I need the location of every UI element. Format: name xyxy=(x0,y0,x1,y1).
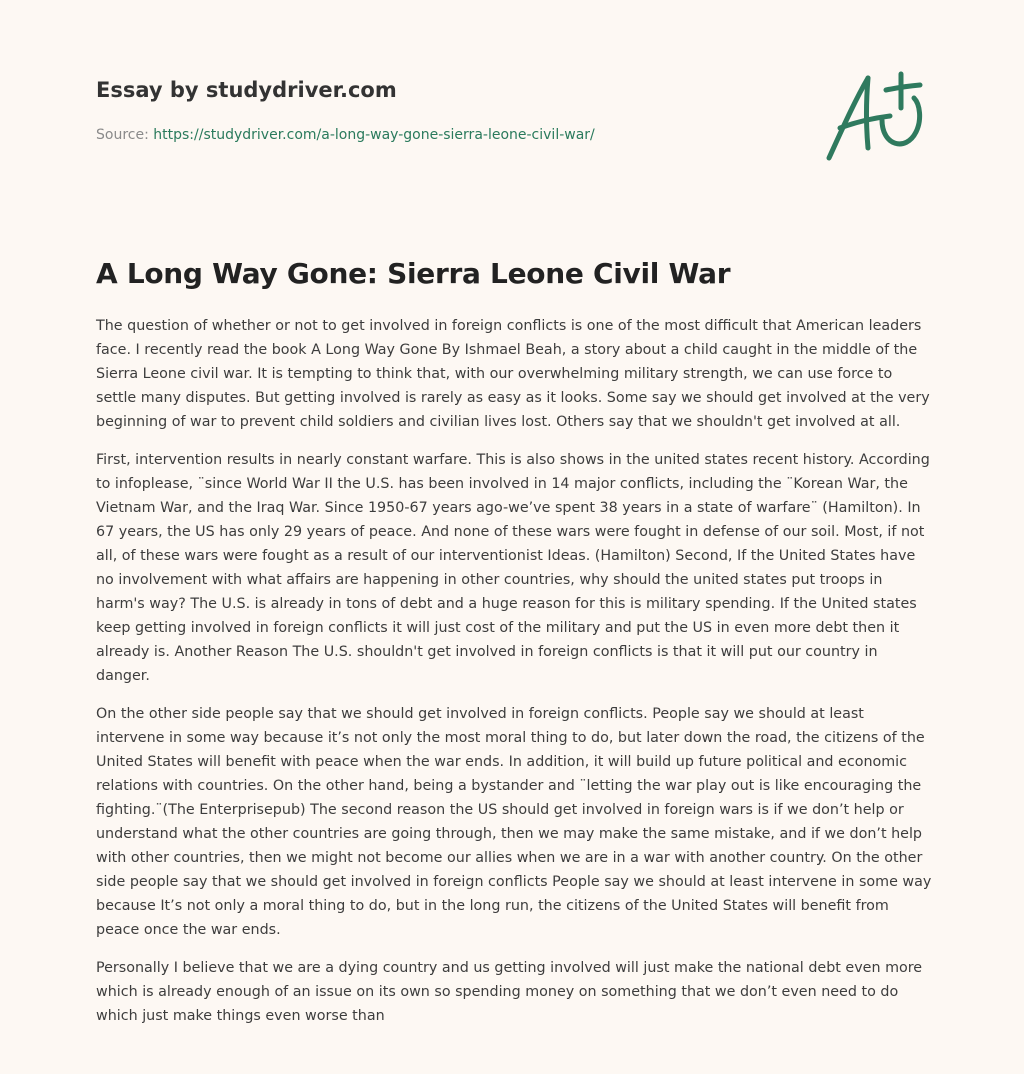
essay-header xyxy=(96,76,928,144)
source-link[interactable]: https://studydriver.com/a-long-way-gone-sierra-leone-civil-war/ xyxy=(153,127,595,143)
brand-title: Essay by studydriver.com xyxy=(96,78,397,102)
a-plus-grade-icon xyxy=(822,68,926,164)
source-label: Source: xyxy=(96,127,154,143)
essay-paragraph: First, intervention results in nearly constant warfare. This is also shows in the united states recent history. According to infoplease, ¨since World War II the U.S. has been involved in 14 major conflicts, including the ¨Korean War, the Vietnam War, and the Iraq War. Since 1950-67 years ago-we’ve spent 38 years in a state of warfare¨ (Hamilton). In 67 years, the US has only 29 years of peace. And none of these wars were fought in defense of our soil. Most, if not all, of these wars were fought as a result of our interventionist Ideas. (Hamilton) Second, If the United States have no involvement with what affairs are happening in other countries, why should the united states put troops in harm's way? The U.S. is already in tons of debt and a huge reason for this is military spending. If the United states keep getting involved in foreign conflicts it will just cost of the military and put the US in even more debt then it already is. Another Reason The U.S. shouldn't get involved in foreign conflicts is that it will put our country in danger. xyxy=(96,452,930,684)
essay-paragraph: Personally I believe that we are a dying country and us getting involved will just make the national debt even more which is already enough of an issue on its own so spending money on something that we don’t even need to do which just make things even worse than xyxy=(96,960,923,1024)
essay-paragraph: The question of whether or not to get involved in foreign conflicts is one of the most difficult that American leaders face. I recently read the book A Long Way Gone By Ishmael Beah, a story about a child caught in the middle of the Sierra Leone civil war. It is tempting to think that, with our overwhelming military strength, we can use force to settle many disputes. But getting involved is rarely as easy as it looks. Some say we should get involved at the very beginning of war to prevent child soldiers and civilian lives lost. Others say that we shouldn't get involved at all. xyxy=(96,318,930,430)
essay-paragraph: On the other side people say that we should get involved in foreign conflicts. People say we should at least intervene in some way because it’s not only the most moral thing to do, but later down the road, the citizens of the United States will benefit with peace when the war ends. In addition, it will build up future political and economic relations with countries. On the other hand, being a bystander and ¨letting the war play out is like encouraging the fighting.¨(The Enterprisepub) The second reason the US should get involved in foreign wars is if we don’t help or understand what the other countries are going through, then we may make the same mistake, and if we don’t help with other countries, then we might not become our allies when we are in a war with another country. On the other side people say that we should get involved in foreign conflicts People say we should at least intervene in some way because It’s not only a moral thing to do, but in the long run, the citizens of the United States will benefit from peace once the war ends. xyxy=(96,706,932,938)
essay-title: A Long Way Gone: Sierra Leone Civil War xyxy=(96,257,731,290)
source-line xyxy=(96,126,928,144)
a-plus-grade-svg xyxy=(822,68,926,164)
essay-body xyxy=(96,314,932,1042)
